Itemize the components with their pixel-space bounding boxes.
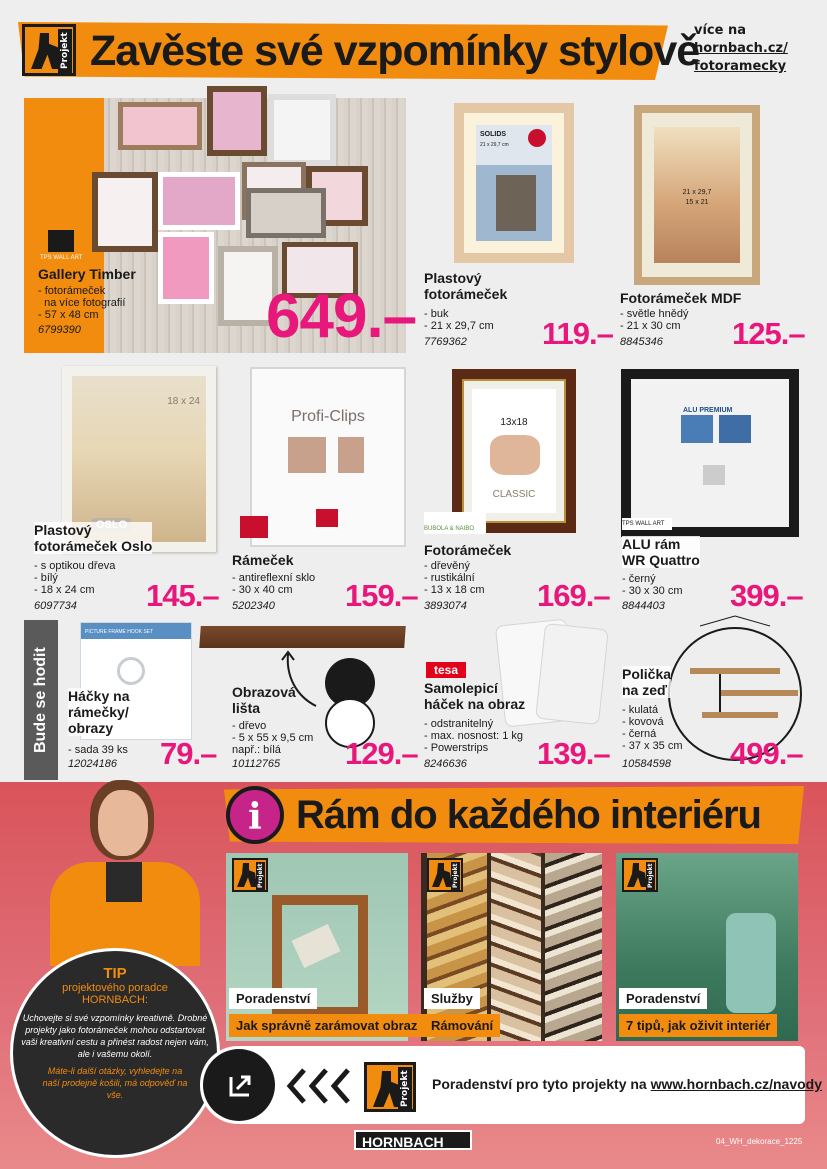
product-description: - kulatá - kovová - černá - 37 x 35 cm <box>622 704 683 752</box>
product-name: Obrazová lišta <box>232 684 296 716</box>
tile-projekt-logo: Projekt <box>427 858 463 892</box>
info-icon: i <box>226 786 284 844</box>
product-name: Plastový fotorámeček Oslo <box>34 522 153 554</box>
product-code: 8845346 <box>620 336 663 348</box>
info-title: Rám do každého interiéru <box>296 793 761 837</box>
hook-set-image: PICTURE FRAME HOOK SET <box>80 622 192 740</box>
mdf-frame-image: 21 x 29,7 15 x 21 <box>634 105 760 285</box>
tip-title: TIP <box>103 965 127 982</box>
tip-subtitle: HORNBACH: <box>81 994 148 1006</box>
product-name: Plastový fotorámeček <box>424 270 508 302</box>
page-reference: 04_WH_dekorace_1225 <box>716 1137 803 1146</box>
product-description: - světle hnědý - 21 x 30 cm <box>620 308 689 332</box>
worker-icon <box>31 33 61 69</box>
more-info-link[interactable] <box>694 22 814 76</box>
product-name: Polička na zeď <box>622 666 672 698</box>
product-name: Gallery Timber <box>38 266 136 282</box>
product-code: 10112765 <box>232 758 281 770</box>
product-description: - černý - 30 x 30 cm <box>622 573 683 597</box>
product-description: - s optikou dřeva - bílý - 18 x 24 cm <box>34 560 116 596</box>
tps-brand-logo: TPS WALL ART <box>622 518 672 530</box>
logo-label: Projekt <box>58 29 72 73</box>
price: 159.– <box>345 578 418 613</box>
external-link-icon <box>203 1049 275 1121</box>
price: 499.– <box>730 736 803 771</box>
price: 649.– <box>266 282 417 351</box>
product-description: - fotorámeček na více fotografií - 57 x 48 cm <box>38 285 126 321</box>
product-code: 10584598 <box>622 758 671 770</box>
picture-shelf-image <box>199 626 406 648</box>
tesa-strip-image-2 <box>535 623 609 725</box>
side-tab: Bude se hodit <box>24 620 58 780</box>
tip-question: Máte-li další otázky, vyhledejte na naší prodejně košili, má odpověď na vše. <box>42 1066 188 1100</box>
product-code: 3893074 <box>424 600 467 612</box>
tps-brand-logo <box>48 230 74 252</box>
tile-link[interactable]: Jak správně zarámovat obraz <box>229 1014 424 1037</box>
chevrons-left-icon <box>284 1066 358 1106</box>
tile-link[interactable]: Rámování <box>424 1014 500 1037</box>
price: 79.– <box>160 736 217 771</box>
external-link-button[interactable] <box>203 1049 275 1121</box>
more-link-line1: hornbach.cz/ <box>694 41 788 56</box>
price: 129.– <box>345 736 418 771</box>
more-link-line2: fotoramecky <box>694 59 787 74</box>
page-title: Zavěste své vzpomínky stylově <box>90 27 700 75</box>
product-name: Fotorámeček <box>424 542 512 558</box>
footer-text: Poradenství pro tyto projekty na www.hornbach.cz/navody <box>432 1076 823 1092</box>
bubola-brand-logo: BUBOLA & NAIBO <box>424 512 486 534</box>
product-name: Samolepicí háček na obraz <box>424 680 526 712</box>
profi-clips-image: Profi-Clips <box>250 367 406 547</box>
tile-category-label: Služby <box>424 988 480 1009</box>
tile-link[interactable]: 7 tipů, jak oživit interiér <box>619 1014 777 1037</box>
product-name: Rámeček <box>232 552 294 568</box>
product-description: - odstranitelný - max. nosnost: 1 kg - Powerstrips <box>424 718 524 754</box>
price: 169.– <box>537 578 610 613</box>
oslo-frame-image: 18 x 24 <box>62 366 216 552</box>
product-code: 5202340 <box>232 600 275 612</box>
product-code: 8246636 <box>424 758 467 770</box>
projekt-logo: Projekt <box>364 1062 416 1112</box>
tile-category-label: Poradenství <box>619 988 707 1009</box>
tip-subtitle: projektového poradce <box>62 982 168 994</box>
product-description: - antireflexní sklo - 30 x 40 cm <box>232 572 316 596</box>
price: 125.– <box>732 316 805 351</box>
hornbach-logo: HORNBACH <box>354 1130 472 1150</box>
price: 119.– <box>542 316 613 351</box>
brand-label: TPS WALL ART <box>40 255 83 261</box>
price: 145.– <box>146 578 219 613</box>
more-label: více na <box>694 23 747 38</box>
product-code: 12024186 <box>68 758 117 770</box>
tip-bubble <box>10 948 220 1158</box>
product-name: Háčky na rámečky/ obrazy <box>68 688 130 736</box>
product-code: 7769362 <box>424 336 467 348</box>
tile-category-label: Poradenství <box>229 988 317 1009</box>
product-description: - buk - 21 x 29,7 cm <box>424 308 494 332</box>
price: 139.– <box>537 736 610 771</box>
product-description: - dřevěný - rustikální - 13 x 18 cm <box>424 560 485 596</box>
tip-body: Uchovejte si své vzpomínky kreativně. Drobné projekty jako fotorámeček mohou odstartovat vaši kreativní cestu a přinést radost nejen vám, ale i vašemu okolí. <box>21 1013 209 1059</box>
price: 399.– <box>730 578 803 613</box>
tps-brand-logo <box>240 516 268 538</box>
alu-frame-image: ALU PREMIUM <box>621 369 799 537</box>
product-description: - dřevo - 5 x 55 x 9,5 cm např.: bílá <box>232 720 314 756</box>
classic-frame-image: 13x18 CLASSIC <box>452 369 576 533</box>
projekt-logo <box>22 24 76 76</box>
product-code: 6799390 <box>38 324 81 336</box>
tile-projekt-logo: Projekt <box>232 858 268 892</box>
footer-link[interactable]: www.hornbach.cz/navody <box>650 1076 823 1092</box>
product-name: ALU rám WR Quattro <box>622 536 700 568</box>
beech-frame-image: SOLIDS 21 x 29,7 cm <box>454 103 574 263</box>
tile-projekt-logo: Projekt <box>622 858 658 892</box>
product-code: 6097734 <box>34 600 77 612</box>
tesa-logo: tesa <box>426 662 466 678</box>
product-code: 8844403 <box>622 600 665 612</box>
advisor-photo <box>40 776 210 966</box>
product-description: - sada 39 ks <box>68 744 128 756</box>
product-name: Fotorámeček MDF <box>620 290 742 306</box>
